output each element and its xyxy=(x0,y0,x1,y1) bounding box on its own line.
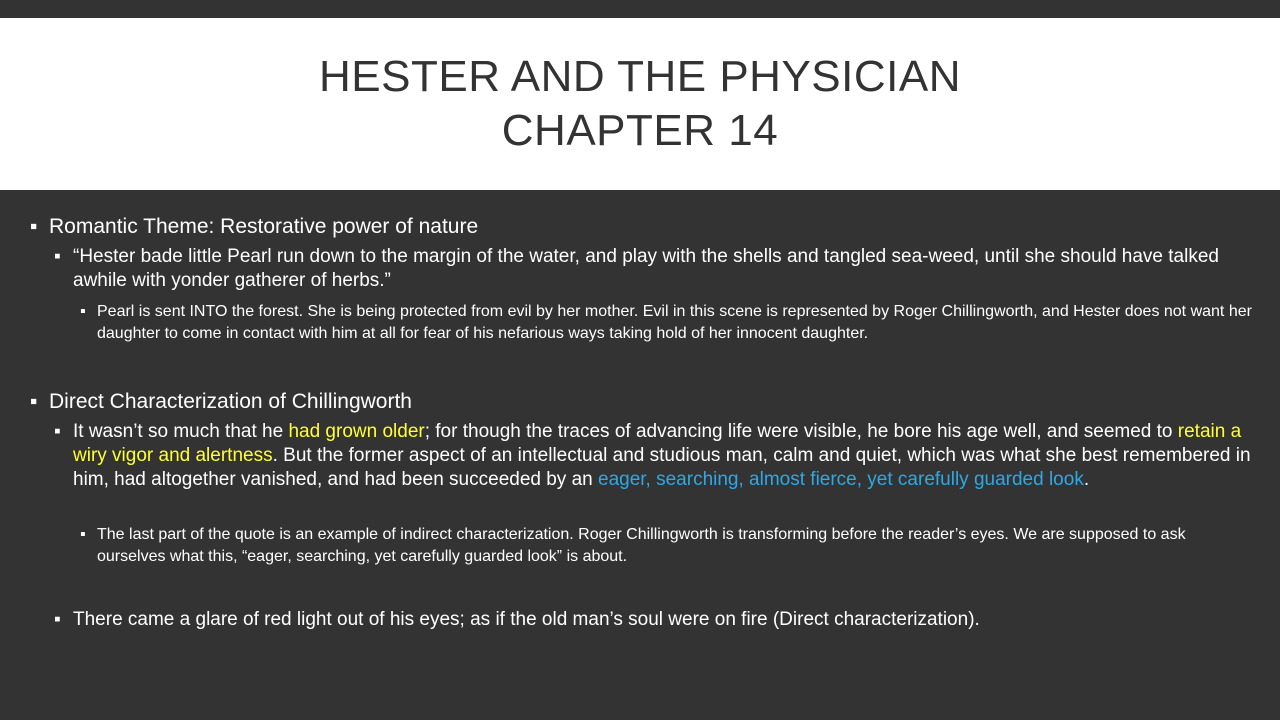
hester-quote: “Hester bade little Pearl run down to the margin of the water, and play with the shells and tangled sea-weed, until she should have talked awhile with yonder gatherer of herbs.” xyxy=(73,246,1219,291)
highlight-had-grown-older: had grown older xyxy=(288,421,425,442)
quote-text: . But the former aspect of an intellectual and studious man, calm and quiet, which was what she best remembered in him, had altogether vanished, and had been succeeded by an xyxy=(73,445,1251,490)
red-light-quote: There came a glare of red light out of his eyes; as if the old man’s soul were on fire (Direct characterization). xyxy=(73,609,980,630)
highlight-eager-look: eager, searching, almost fierce, yet carefully guarded look xyxy=(598,469,1084,490)
bullet-icon: ▪ xyxy=(80,526,86,543)
bullet-icon: ▪ xyxy=(54,609,61,630)
slide-title-line-1: HESTER AND THE PHYSICIAN xyxy=(319,52,961,101)
quote-text: . xyxy=(1083,469,1090,490)
romantic-theme-heading: Romantic Theme: Restorative power of nature xyxy=(49,215,479,238)
pearl-note: Pearl is sent INTO the forest. She is being protected from evil by her mother. Evil in this scene is represented by Roger Chillingworth, and Hester does not want her daughter to come in contact with him at all for fear of his nefarious ways taking hold of her innocent daughter. xyxy=(97,303,1252,342)
direct-characterization-heading: Direct Characterization of Chillingworth xyxy=(49,390,412,413)
bullet-icon: ▪ xyxy=(54,421,61,442)
slide-title-line-2: CHAPTER 14 xyxy=(501,106,779,155)
quote-text: ; for though the traces of advancing life were visible, he bore his age well, and seemed to xyxy=(424,421,1178,442)
indirect-characterization-note: The last part of the quote is an example of indirect characterization. Roger Chillingworth is transforming before the reader’s eyes. We are supposed to ask ourselves what this, “eager, searching, yet carefully guarded look” is about. xyxy=(97,526,1186,565)
highlight-wiry-vigor: retain a wiry vigor and alertness xyxy=(73,421,1242,466)
quote-text: It wasn’t so much that he xyxy=(73,421,289,442)
chillingworth-quote xyxy=(73,420,1253,492)
bullet-icon: ▪ xyxy=(30,215,38,238)
bullet-icon: ▪ xyxy=(54,246,61,267)
bullet-icon: ▪ xyxy=(80,303,86,320)
bullet-icon: ▪ xyxy=(30,390,38,413)
